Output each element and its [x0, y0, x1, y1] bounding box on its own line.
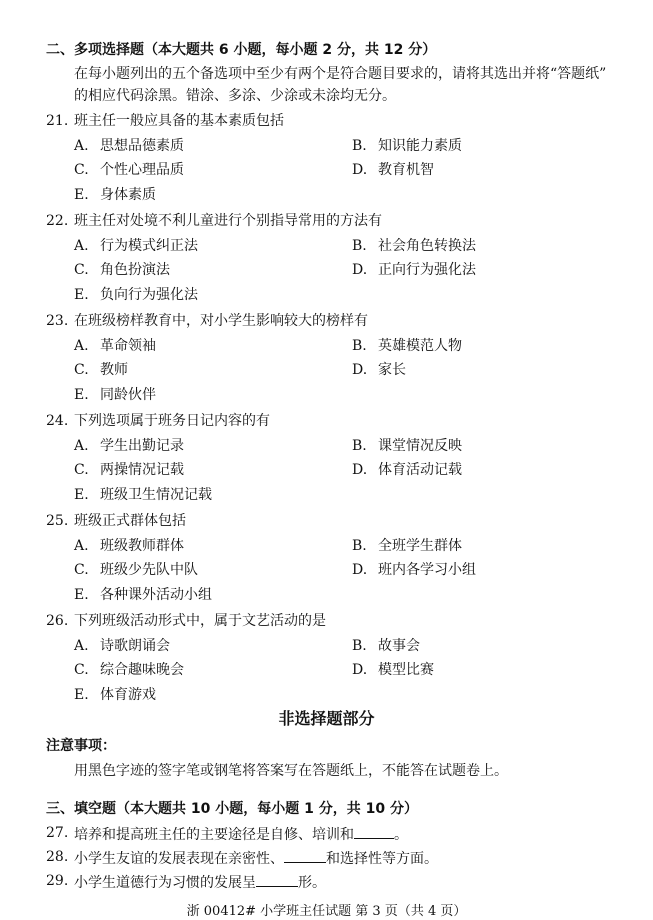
option-text: 知识能力素质 [378, 138, 462, 154]
notice-text: 用黑色字迹的签字笔或钢笔将答案写在答题纸上，不能答在试题卷上。 [74, 763, 508, 779]
question-stem: 班主任一般应具备的基本素质包括 [74, 113, 284, 129]
fill-text-after: 形。 [298, 875, 326, 891]
question-number: 23. [46, 313, 69, 329]
option-text: 模型比赛 [378, 662, 434, 678]
nonchoice-title: 非选择题部分 [278, 709, 375, 728]
option-letter: A. [74, 138, 89, 154]
question-stem: 下列选项属于班务日记内容的有 [74, 413, 270, 429]
option-letter: E. [74, 287, 89, 303]
option-text: 班级少先队中队 [100, 562, 198, 578]
fill-text-after: 和选择性等方面。 [326, 851, 438, 867]
answer-blank [354, 824, 394, 839]
option-e [74, 286, 198, 304]
option-letter: C. [74, 262, 89, 278]
question-number: 24. [46, 413, 69, 429]
option-letter: D. [352, 162, 368, 178]
option-letter: A. [74, 538, 89, 554]
page-footer: 浙 00412# 小学班主任试题 第 3 页（共 4 页） [186, 904, 467, 919]
question-stem: 在班级榜样教育中，对小学生影响较大的榜样有 [74, 313, 368, 329]
option-letter: A. [74, 438, 89, 454]
option-text: 社会角色转换法 [378, 238, 476, 254]
option-letter: A. [74, 638, 89, 654]
question-number: 22. [46, 213, 69, 229]
question-stem: 班级正式群体包括 [74, 513, 186, 529]
fill-text-before: 小学生道德行为习惯的发展呈 [74, 875, 256, 891]
option-b [352, 637, 420, 655]
option-letter: E. [74, 187, 89, 203]
option-letter: E. [74, 587, 89, 603]
option-b [352, 137, 462, 155]
option-b [352, 237, 476, 255]
option-e [74, 186, 156, 204]
option-text: 个性心理品质 [100, 162, 184, 178]
option-text: 同龄伙伴 [100, 387, 156, 403]
option-letter: C. [74, 462, 89, 478]
notice-label: 注意事项： [46, 738, 116, 754]
option-d [352, 161, 434, 179]
option-text: 思想品德素质 [100, 138, 184, 154]
question-stem: 班主任对处境不利儿童进行个别指导常用的方法有 [74, 213, 382, 229]
option-c [74, 661, 184, 679]
answer-blank [256, 872, 298, 887]
option-e [74, 486, 212, 504]
option-text: 英雄模范人物 [378, 338, 462, 354]
option-letter: B. [352, 638, 367, 654]
option-letter: D. [352, 362, 368, 378]
option-letter: D. [352, 462, 368, 478]
option-d [352, 461, 462, 479]
option-d [352, 561, 476, 579]
question-number: 26. [46, 613, 69, 629]
option-c [74, 361, 128, 379]
fill-question-text [74, 824, 408, 844]
option-text: 革命领袖 [100, 338, 156, 354]
option-letter: B. [352, 138, 367, 154]
option-a [74, 637, 170, 655]
option-text: 综合趣味晚会 [100, 662, 184, 678]
option-text: 教师 [100, 362, 128, 378]
option-letter: D. [352, 262, 368, 278]
option-d [352, 361, 406, 379]
option-letter: A. [74, 338, 89, 354]
option-text: 体育活动记载 [378, 462, 462, 478]
option-letter: C. [74, 162, 89, 178]
option-text: 两操情况记载 [100, 462, 184, 478]
option-text: 行为模式纠正法 [100, 238, 198, 254]
fill-text-before: 小学生友谊的发展表现在亲密性、 [74, 851, 284, 867]
answer-blank [284, 848, 326, 863]
fill-question-number: 27. [46, 825, 69, 841]
option-text: 班级教师群体 [100, 538, 184, 554]
option-letter: A. [74, 238, 89, 254]
fill-question-text [74, 848, 438, 868]
fill-text-before: 培养和提高班主任的主要途径是自修、培训和 [74, 827, 354, 843]
question-number: 25. [46, 513, 69, 529]
option-letter: C. [74, 562, 89, 578]
option-a [74, 137, 184, 155]
option-c [74, 161, 184, 179]
option-a [74, 337, 156, 355]
fill-question-number: 28. [46, 849, 69, 865]
option-letter: B. [352, 438, 367, 454]
option-text: 教育机智 [378, 162, 434, 178]
option-letter: D. [352, 662, 368, 678]
option-letter: B. [352, 538, 367, 554]
option-text: 负向行为强化法 [100, 287, 198, 303]
option-text: 班级卫生情况记载 [100, 487, 212, 503]
option-letter: E. [74, 387, 89, 403]
option-e [74, 586, 212, 604]
option-c [74, 461, 184, 479]
option-e [74, 386, 156, 404]
option-letter: C. [74, 662, 89, 678]
option-b [352, 437, 462, 455]
option-letter: B. [352, 238, 367, 254]
option-c [74, 261, 170, 279]
option-d [352, 661, 434, 679]
option-text: 体育游戏 [100, 687, 156, 703]
option-text: 家长 [378, 362, 406, 378]
option-a [74, 237, 198, 255]
option-letter: D. [352, 562, 368, 578]
option-a [74, 437, 184, 455]
fill-question-text [74, 872, 326, 892]
option-letter: E. [74, 487, 89, 503]
option-b [352, 337, 462, 355]
option-d [352, 261, 476, 279]
section2-title: 二、多项选择题（本大题共 6 小题，每小题 2 分，共 12 分） [46, 42, 437, 58]
section3-title: 三、填空题（本大题共 10 小题，每小题 1 分，共 10 分） [46, 801, 418, 817]
fill-question-number: 29. [46, 873, 69, 889]
option-text: 班内各学习小组 [378, 562, 476, 578]
option-text: 学生出勤记录 [100, 438, 184, 454]
section2-instruction-line1: 在每小题列出的五个备选项中至少有两个是符合题目要求的，请将其选出并将“答题纸” [74, 66, 607, 82]
option-text: 角色扮演法 [100, 262, 170, 278]
option-letter: E. [74, 687, 89, 703]
option-text: 故事会 [378, 638, 420, 654]
question-number: 21. [46, 113, 69, 129]
fill-text-after: 。 [394, 827, 408, 843]
option-text: 全班学生群体 [378, 538, 462, 554]
option-text: 课堂情况反映 [378, 438, 462, 454]
option-a [74, 537, 184, 555]
option-c [74, 561, 198, 579]
option-text: 各种课外活动小组 [100, 587, 212, 603]
option-text: 身体素质 [100, 187, 156, 203]
option-letter: B. [352, 338, 367, 354]
option-letter: C. [74, 362, 89, 378]
option-b [352, 537, 462, 555]
option-text: 正向行为强化法 [378, 262, 476, 278]
question-stem: 下列班级活动形式中，属于文艺活动的是 [74, 613, 326, 629]
option-e [74, 686, 156, 704]
option-text: 诗歌朗诵会 [100, 638, 170, 654]
section2-instruction-line2: 的相应代码涂黑。错涂、多涂、少涂或未涂均无分。 [74, 88, 396, 104]
